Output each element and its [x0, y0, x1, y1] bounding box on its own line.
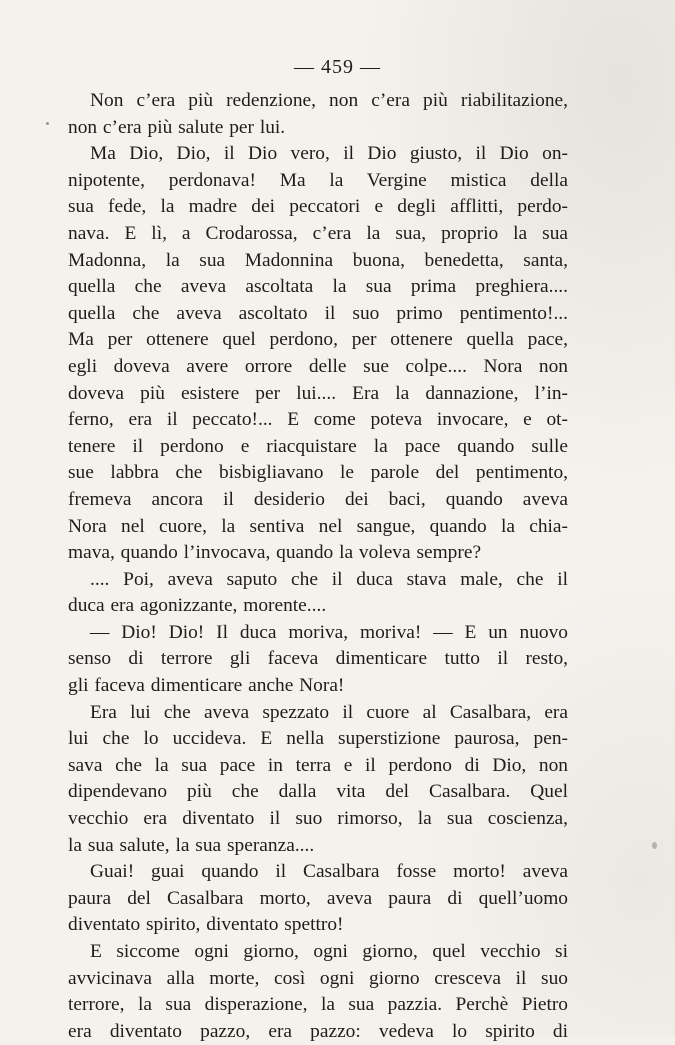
text-line: gli faceva dimenticare anche Nora!: [68, 675, 345, 697]
text-line: vecchio era diventato il suo rimorso, la sua coscienza,: [68, 808, 568, 830]
paper-speck: [652, 842, 657, 849]
text-line: dipendevano più che dalla vita del Casalbara. Quel: [68, 781, 568, 803]
text-line: sue labbra che bisbigliavano le parole del pentimento,: [68, 462, 568, 484]
text-line: Era lui che aveva spezzato il cuore al Casalbara, era: [90, 701, 568, 723]
text-line: non c’era più salute per lui.: [68, 116, 286, 138]
text-line: lui che lo uccideva. E nella superstizione paurosa, pen-: [68, 728, 568, 750]
text-line: egli doveva avere orrore delle sue colpe.... Nora non: [68, 355, 568, 377]
text-line: Madonna, la sua Madonnina buona, benedetta, santa,: [68, 249, 568, 271]
text-line: fremeva ancora il desiderio dei baci, quando aveva: [68, 488, 568, 510]
text-line: paura del Casalbara morto, aveva paura di quell’uomo: [68, 887, 568, 909]
text-line: Non c’era più redenzione, non c’era più riabilitazione,: [90, 90, 568, 111]
text-line: duca era agonizzante, morente....: [68, 595, 327, 617]
text-line: sua fede, la madre dei peccatori e degli afflitti, perdo-: [68, 196, 568, 218]
paper-speck: [46, 122, 49, 125]
text-line: ferno, era il peccato!... E come poteva invocare, e ot-: [68, 409, 568, 431]
text-line: Ma Dio, Dio, il Dio vero, il Dio giusto, il Dio on-: [90, 143, 568, 165]
text-line: quella che aveva ascoltata la sua prima preghiera....: [68, 276, 568, 298]
text-line: nava. E lì, a Crodarossa, c’era la sua, proprio la sua: [68, 222, 568, 244]
text-line: avvicinava alla morte, così ogni giorno cresceva il suo: [68, 967, 568, 989]
text-line: quella che aveva ascoltato il suo primo pentimento!...: [68, 302, 568, 324]
text-line: doveva più esistere per lui.... Era la dannazione, l’in-: [68, 382, 568, 404]
text-line: Ma per ottenere quel perdono, per ottenere quella pace,: [68, 329, 568, 351]
text-line: Nora nel cuore, la sentiva nel sangue, quando la chia-: [68, 515, 568, 537]
text-line: tenere il perdono e riacquistare la pace quando sulle: [68, 435, 568, 457]
text-line: senso di terrore gli faceva dimenticare tutto il resto,: [68, 648, 568, 670]
text-line: nipotente, perdonava! Ma la Vergine mistica della: [68, 169, 568, 191]
text-line: .... Poi, aveva saputo che il duca stava male, che il: [90, 568, 568, 590]
text-line: terrore, la sua disperazione, la sua pazzia. Perchè Pietro: [68, 994, 568, 1016]
text-line: E siccome ogni giorno, ogni giorno, quel vecchio si: [90, 941, 568, 962]
text-line: sava che la sua pace in terra e il perdono di Dio, non: [68, 754, 568, 776]
text-line: mava, quando l’invocava, quando la voleva sempre?: [68, 542, 482, 564]
text-line: diventato spirito, diventato spettro!: [68, 914, 344, 936]
text-line: — Dio! Dio! Il duca moriva, moriva! — E un nuovo: [90, 621, 568, 643]
page-number: — 459 —: [294, 56, 381, 78]
body-text: [68, 88, 568, 1045]
text-line: Guai! guai quando il Casalbara fosse morto! aveva: [90, 861, 568, 883]
text-line: era diventato pazzo, era pazzo: vedeva lo spirito di: [68, 1020, 568, 1042]
text-line: la sua salute, la sua speranza....: [68, 834, 315, 856]
